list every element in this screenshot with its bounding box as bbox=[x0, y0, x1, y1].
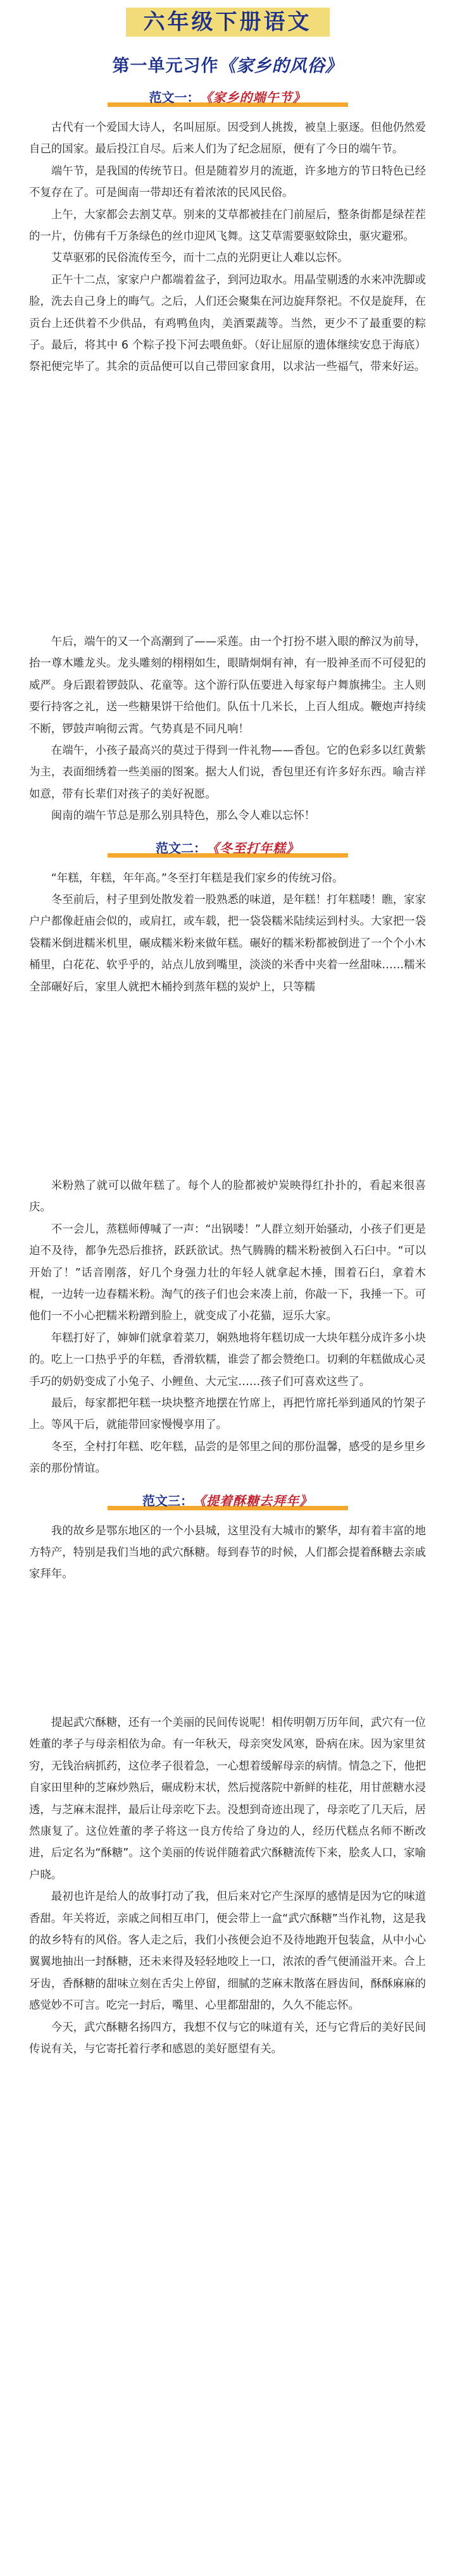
section-label: 范文三： bbox=[142, 1493, 193, 1508]
paragraph: 古代有一个爱国大诗人，名叫屈原。因受到人挑拨，被皇上驱逐。但他仍然爱自己的国家。最后投江自尽。后来人们为了纪念屈原，便有了今日的端午节。 bbox=[29, 121, 426, 156]
unit-title bbox=[29, 52, 426, 77]
paragraph: 在端午，小孩子最高兴的莫过于得到一件礼物——香包。它的色彩多以红黄紫为主，表面细绣着一些美丽的图案。据大人们说，香包里还有许多好东西。喻吉祥如意，带有长辈们对孩子的美好祝愿。 bbox=[29, 744, 426, 801]
section-heading-3 bbox=[108, 1489, 348, 1513]
title-area bbox=[29, 0, 426, 42]
paragraph: 我的故乡是鄂东地区的一个小县城，这里没有大城市的繁华，却有着丰富的地方特产，特别是我们当地的武穴酥糖。每到春节的时候，人们都会提着酥糖去亲戚家拜年。 bbox=[29, 1524, 426, 1581]
paragraph: 最后，每家都把年糕一块块整齐地摆在竹席上，再把竹席托举到通风的竹架子上。等风干后，就能带回家慢慢享用了。 bbox=[29, 1397, 426, 1432]
paragraph: 端午节，是我国的传统节日。但是随着岁月的流逝，许多地方的节日特色已经不复存在了。可是闽南一带却还有着浓浓的民风民俗。 bbox=[29, 164, 426, 200]
paragraph: 年糕打好了，婶婶们就拿着菜刀，娴熟地将年糕切成一大块年糕分成许多小块的。吃上一口热乎乎的年糕，香滑软糯，谁尝了都会赞绝口。切剩的年糕做成心灵手巧的奶奶变成了小兔子、小鲤鱼、大元宝……孩子们可喜欢这些了。 bbox=[29, 1331, 426, 1388]
section-heading-1 bbox=[108, 85, 348, 109]
blank-gap bbox=[29, 998, 426, 1175]
unit-title-prefix: 第一单元习作 bbox=[112, 56, 219, 76]
paragraph: 今天，武穴酥糖名扬四方，我想不仅与它的味道有关，还与它背后的美好民间传说有关，与它寄托着行孝和感恩的美好愿望有关。 bbox=[29, 2021, 426, 2055]
main-title: 六年级下册语文 bbox=[126, 8, 330, 37]
section-heading-2 bbox=[108, 836, 348, 860]
paragraph: 冬至前后，村子里到处散发着一股熟悉的味道，是年糕！打年糕喽！瞧，家家户户都像赶庙会似的，或肩扛，或车载，把一袋袋糯米陆续运到村头。大家把一袋袋糯米倒进糯米机里，碾成糯米粉来做年糕。碾好的糯米粉都被倒进了一个个小木桶里，白花花、软乎乎的，站点儿放到嘴里，淡淡的米香中夹着一丝甜味……糯米全部碾好后，家里人就把木桶拎到蒸年糕的炭炉上，只等糯 bbox=[29, 893, 426, 994]
paragraph: 冬至，全村打年糕、吃年糕，品尝的是邻里之间的那份温馨，感受的是乡里乡亲的那份情谊。 bbox=[29, 1440, 426, 1476]
paragraph: 正午十二点，家家户户都端着盆子，到河边取水。用晶莹剔透的水来冲洗脚或脸，洗去自己身上的晦气。之后，人们还会聚集在河边旋拜祭祀。不仅是旋拜，在贡台上还供着不少供品，有鸡鸭鱼肉，美酒粟蔬等。当然，更少不了最重要的粽子。最后，将其中 6 个粽子投下河去喂鱼虾。（好让屈原的遗体继续安息于海底）祭祀便完毕了。其余的贡品便可以自己带回家食用，以求沾一些福气，带来好运。 bbox=[29, 273, 426, 374]
paragraph: 不一会儿，蒸糕师傅喊了一声：“出锅喽！”人群立刻开始骚动，小孩子们更是迫不及待，都争先恐后推挤，跃跃欲试。热气腾腾的糯米粉被倒入石臼中。“可以开始了！”话音刚落，好几个身强力壮的年轻人就拿起木捶，围着石臼，拿着木棍，一边转一边春糯米粉。淘气的孩子们也会来凑上前，你敲一下，我捶一下。可他们一不小心把糯米粉蹭到脸上，就变成了小花猫，逗乐大家。 bbox=[29, 1223, 426, 1323]
section-title: 《家乡的端午节》 bbox=[206, 90, 306, 105]
paragraph: 米粉熟了就可以做年糕了。每个人的脸都被炉炭映得红扑扑的，看起来很喜庆。 bbox=[29, 1179, 426, 1214]
paragraph: 提起武穴酥糖，还有一个美丽的民间传说呢！相传明朝万历年间，武穴有一位姓董的孝子与母亲相依为命。有一年秋天，母亲突发风寒，卧病在床。因为家里贫穷，无钱治病抓药，这位孝子很着急，一心想着缓解母亲的病情。情急之下，他把自家田里种的芝麻炒熟后，碾成粉末状，然后搅落院中新鲜的桂花，用甘蔗糖水浸透，与芝麻末混拌，最后让母亲吃下去。没想到奇迹出现了，母亲吃了几天后，居然康复了。这位姓董的孝子将这一良方传给了身边的人，经历代糕点名师不断改进，后定名为“酥糖”。这个美丽的传说伴随着武穴酥糖流传下来，脍炙人口，家喻户晓。 bbox=[29, 1716, 426, 1882]
blank-gap bbox=[29, 378, 426, 631]
section-title: 《冬至打年糕》 bbox=[213, 840, 299, 856]
paragraph: 午后，端午的又一个高潮到了——采莲。由一个打扮不堪入眼的醉汉为前导，抬一尊木雕龙头。龙头雕刻的栩栩如生，眼睛炯炯有神，有一股神圣而不可侵犯的威严。身后跟着锣鼓队、花童等。这个游行队伍要进入每家每户舞旗拂尘。主人则要行持客之礼，送一些糖果饼干给他们。队伍十几米长，上百人组成。鞭炮声持续不断，锣鼓声响彻云霄。气势真是不同凡响！ bbox=[29, 635, 426, 736]
section-title: 《提着酥糖去拜年》 bbox=[199, 1493, 313, 1508]
paragraph: “年糕，年糕，年年高。”冬至打年糕是我们家乡的传统习俗。 bbox=[51, 872, 344, 885]
blank-gap bbox=[29, 1586, 426, 1712]
paragraph: 闽南的端午节总是那么别具特色，那么令人难以忘怀！ bbox=[51, 810, 316, 823]
paragraph: 最初也许是给人的故事打动了我，但后来对它产生深厚的感情是因为它的味道香甜。年关将近，亲戚之间相互串门，便会带上一盒“武穴酥糖”当作礼物，这是我的故乡特有的风俗。客人走之后，我们小孩便会迫不及待地跑开包装盒，从中小心翼翼地抽出一封酥糖，还未来得及轻轻地咬上一口，浓浓的香气便涌溢开来。合上牙齿，香酥糖的甜味立刻在舌尖上停留，细腻的芝麻末散落在唇齿间，酥酥麻麻的感觉妙不可言。吃完一封后，嘴里、心里都甜甜的，久久不能忘怀。 bbox=[29, 1890, 426, 2012]
paragraph: 上午，大家都会去割艾草。别来的艾草都被挂在门前屋后，整条街都是绿茬茬的一片，仿佛有千万条绿色的丝巾迎风飞舞。这艾草需要驱蚊除虫，驱灾避邪。 bbox=[29, 208, 426, 243]
section-label: 范文一： bbox=[149, 90, 200, 105]
unit-title-quote: 《家乡的风俗》 bbox=[218, 56, 343, 76]
section-label: 范文二： bbox=[156, 840, 206, 856]
paragraph: 艾草驱邪的民俗流传至今，而十二点的光阴更让人难以忘怀。 bbox=[51, 252, 349, 265]
